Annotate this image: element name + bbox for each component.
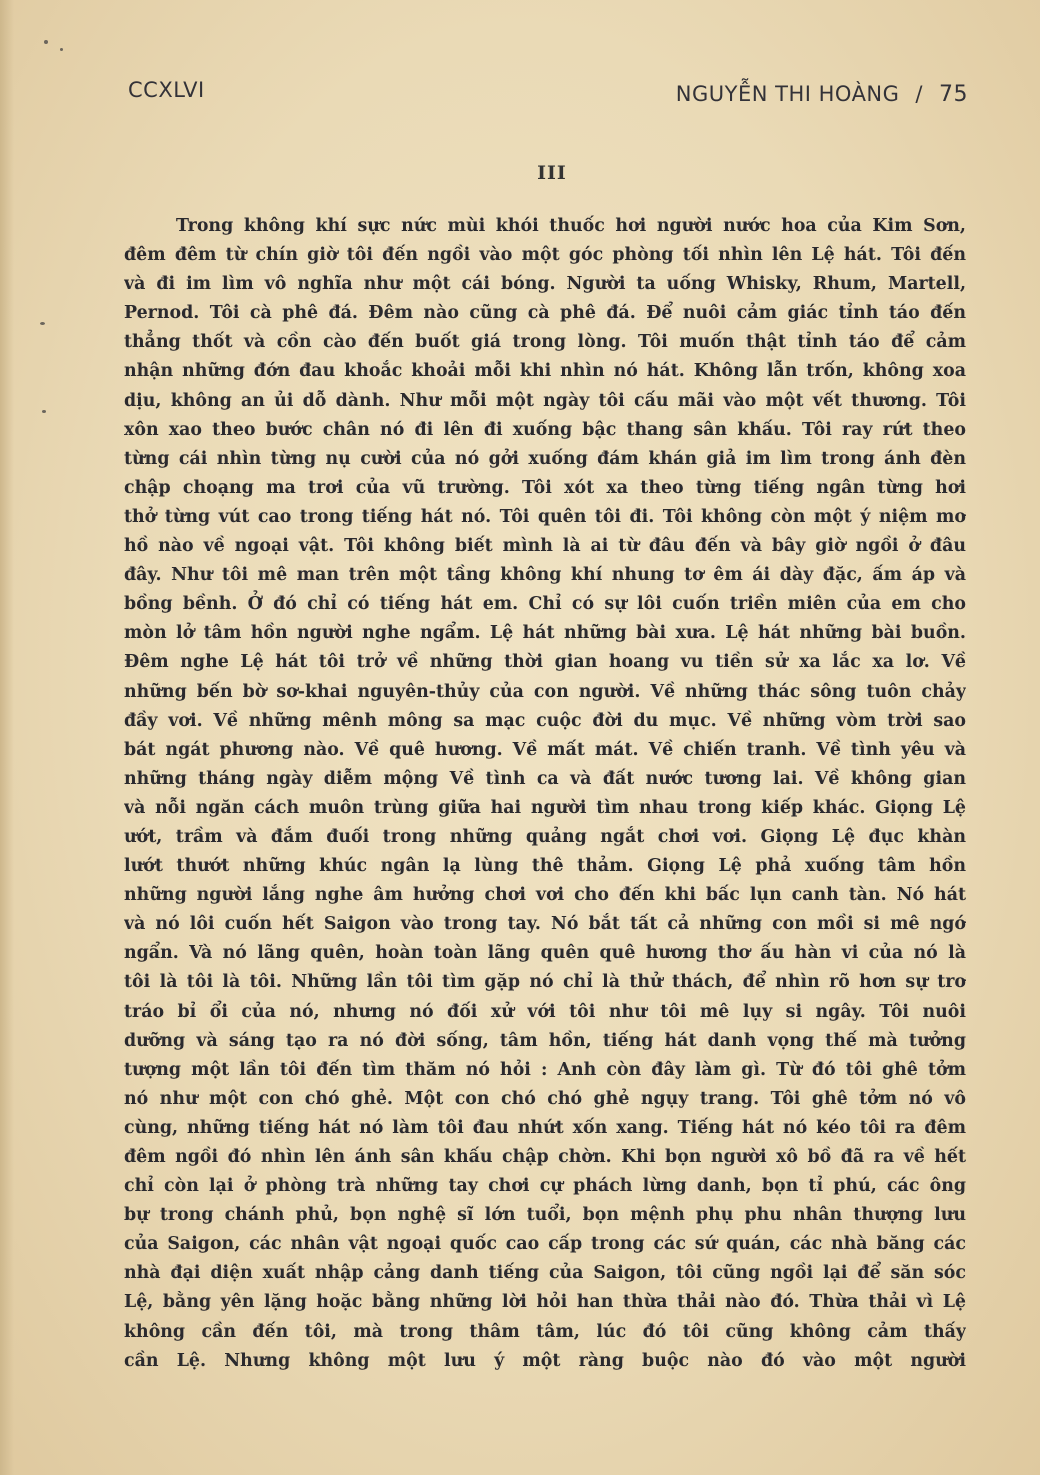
- text-line: ngẩn. Và nó lãng quên, hoàn toàn lãng quên quê hương thơ ấu hàn vi của nó là: [124, 943, 966, 964]
- header-right: [676, 82, 968, 107]
- text-line: thẳng thốt và cồn cào đến buốt giá trong lòng. Tôi muốn thật tỉnh táo để cảm: [124, 332, 966, 353]
- paper-speck: [42, 410, 46, 413]
- text-line: đây. Như tôi mê man trên một tầng không khí nhung tơ êm ái dày đặc, ấm áp và: [124, 565, 966, 586]
- text-line: những người lắng nghe âm hưởng chơi vơi cho đến khi bấc lụn canh tàn. Nó hát: [124, 885, 966, 906]
- text-line: tượng một lần tôi đến tìm thăm nó hỏi : Anh còn đây làm gì. Từ đó tôi ghê tởm: [124, 1059, 966, 1080]
- text-line: những tháng ngày diễm mộng Về tình ca và đất nước tương lai. Về không gian: [124, 768, 966, 789]
- text-line: Pernod. Tôi cà phê đá. Đêm nào cũng cà phê đá. Để nuôi cảm giác tỉnh táo đến: [124, 303, 966, 324]
- header-separator: /: [915, 82, 923, 106]
- text-line: cùng, những tiếng hát nó làm tôi đau nhứt xốn xang. Tiếng hát nó kéo tôi ra đêm: [124, 1117, 966, 1138]
- text-line: không cần đến tôi, mà trong thâm tâm, lúc đó tôi cũng không cảm thấy: [124, 1321, 966, 1342]
- text-line: từng cái nhìn từng nụ cười của nó gởi xuống đám khán giả im lìm trong ánh đèn: [124, 448, 966, 469]
- text-line: đầy vơi. Về những mênh mông sa mạc cuộc đời du mục. Về những vòm trời sao: [124, 710, 966, 731]
- paper-speck: [60, 48, 63, 51]
- text-line: bồng bềnh. Ở đó chỉ có tiếng hát em. Chỉ có sự lôi cuốn triền miên của em cho: [124, 594, 966, 615]
- text-line: hồ nào về ngoại vật. Tôi không biết mình là ai từ đâu đến và bây giờ ngồi ở đâu: [124, 536, 966, 557]
- text-line: dưỡng và sáng tạo ra nó đời sống, tâm hồn, tiếng hát danh vọng thế mà tưởng: [124, 1030, 966, 1051]
- text-line: lướt thướt những khúc ngân lạ lùng thê thảm. Giọng Lệ phả xuống tâm hồn: [124, 856, 966, 877]
- text-line: của Saigon, các nhân vật ngoại quốc cao cấp trong các sứ quán, các nhà băng các: [124, 1234, 966, 1255]
- text-line: dịu, không an ủi dỗ dành. Như mỗi một ngày tôi cấu mãi vào một vết thương. Tôi: [124, 390, 966, 411]
- section-heading: III: [537, 162, 567, 184]
- text-line: cần Lệ. Nhưng không một lưu ý một ràng buộc nào đó vào một người: [124, 1350, 966, 1371]
- body-paragraph: [124, 212, 966, 1376]
- running-header: [128, 78, 968, 118]
- chapter-number: CCXLVI: [128, 78, 205, 102]
- text-line: và đi im lìm vô nghĩa như một cái bóng. Người ta uống Whisky, Rhum, Martell,: [124, 274, 966, 295]
- text-line: xôn xao theo bước chân nó đi lên đi xuống bậc thang sân khấu. Tôi ray rứt theo: [124, 419, 966, 440]
- paper-speck: [44, 40, 48, 44]
- text-line: nó như một con chó ghẻ. Một con chó chó ghẻ ngụy trang. Tôi ghê tởm nó vô: [124, 1088, 966, 1109]
- text-line: nhận những đớn đau khoắc khoải mỗi khi nhìn nó hát. Không lẫn trốn, không xoa: [124, 361, 966, 382]
- text-line: tôi là tôi là tôi. Những lần tôi tìm gặp nó chỉ là thử thách, để nhìn rõ hơn sự trơ: [124, 972, 966, 993]
- text-line: những bến bờ sơ-khai nguyên-thủy của con người. Về những thác sông tuôn chảy: [124, 681, 966, 702]
- page-number: 75: [939, 82, 968, 107]
- text-line: chập choạng ma trơi của vũ trường. Tôi xót xa theo từng tiếng ngân từng hơi: [124, 477, 966, 498]
- text-line: nhà đại diện xuất nhập cảng danh tiếng của Saigon, tôi cũng ngồi lại để săn sóc: [124, 1263, 966, 1284]
- text-line: và nỗi ngăn cách muôn trùng giữa hai người tìm nhau trong kiếp khác. Giọng Lệ: [124, 797, 966, 818]
- text-line: bự trong chánh phủ, bọn nghệ sĩ lớn tuổi, bọn mệnh phụ phu nhân thượng lưu: [124, 1205, 966, 1226]
- text-line: Trong không khí sực nức mùi khói thuốc hơi người nước hoa của Kim Sơn,: [176, 216, 966, 236]
- text-line: chỉ còn lại ở phòng trà những tay chơi cự phách lừng danh, bọn tỉ phú, các ông: [124, 1176, 966, 1197]
- author-name: NGUYỄN THI HOÀNG: [675, 82, 900, 106]
- text-line: bát ngát phương nào. Về quê hương. Về mất mát. Về chiến tranh. Về tình yêu và: [124, 739, 966, 760]
- text-line: mòn lở tâm hồn người nghe ngẩm. Lệ hát những bài xưa. Lệ hát những bài buồn.: [124, 623, 966, 644]
- text-line: ướt, trầm và đắm đuối trong những quảng ngắt chơi vơi. Giọng Lệ đục khàn: [124, 826, 966, 847]
- text-line: tráo bỉ ổi của nó, nhưng nó đối xử với tôi như tôi mê lụy si ngây. Tôi nuôi: [124, 1001, 966, 1022]
- text-line: và nó lôi cuốn hết Saigon vào trong tay. Nó bắt tất cả những con mồi si mê ngớ: [124, 914, 966, 935]
- text-line: đêm ngồi đó nhìn lên ánh sân khấu chập chờn. Khi bọn người xô bồ đã ra về hết: [124, 1147, 966, 1167]
- text-line: Lệ, bằng yên lặng hoặc bằng những lời hỏi han thừa thải nào đó. Thừa thải vì Lệ: [124, 1292, 966, 1313]
- text-line: đêm đêm từ chín giờ tôi đến ngồi vào một góc phòng tối nhìn lên Lệ hát. Tôi đến: [124, 245, 966, 266]
- paper-speck: [40, 322, 45, 325]
- page-edge-shadow: [0, 0, 14, 1475]
- text-line: thở từng vút cao trong tiếng hát nó. Tôi quên tôi đi. Tôi không còn một ý niệm mơ: [124, 506, 966, 527]
- text-line: Đêm nghe Lệ hát tôi trở về những thời gian hoang vu tiền sử xa lắc xa lơ. Về: [124, 652, 966, 673]
